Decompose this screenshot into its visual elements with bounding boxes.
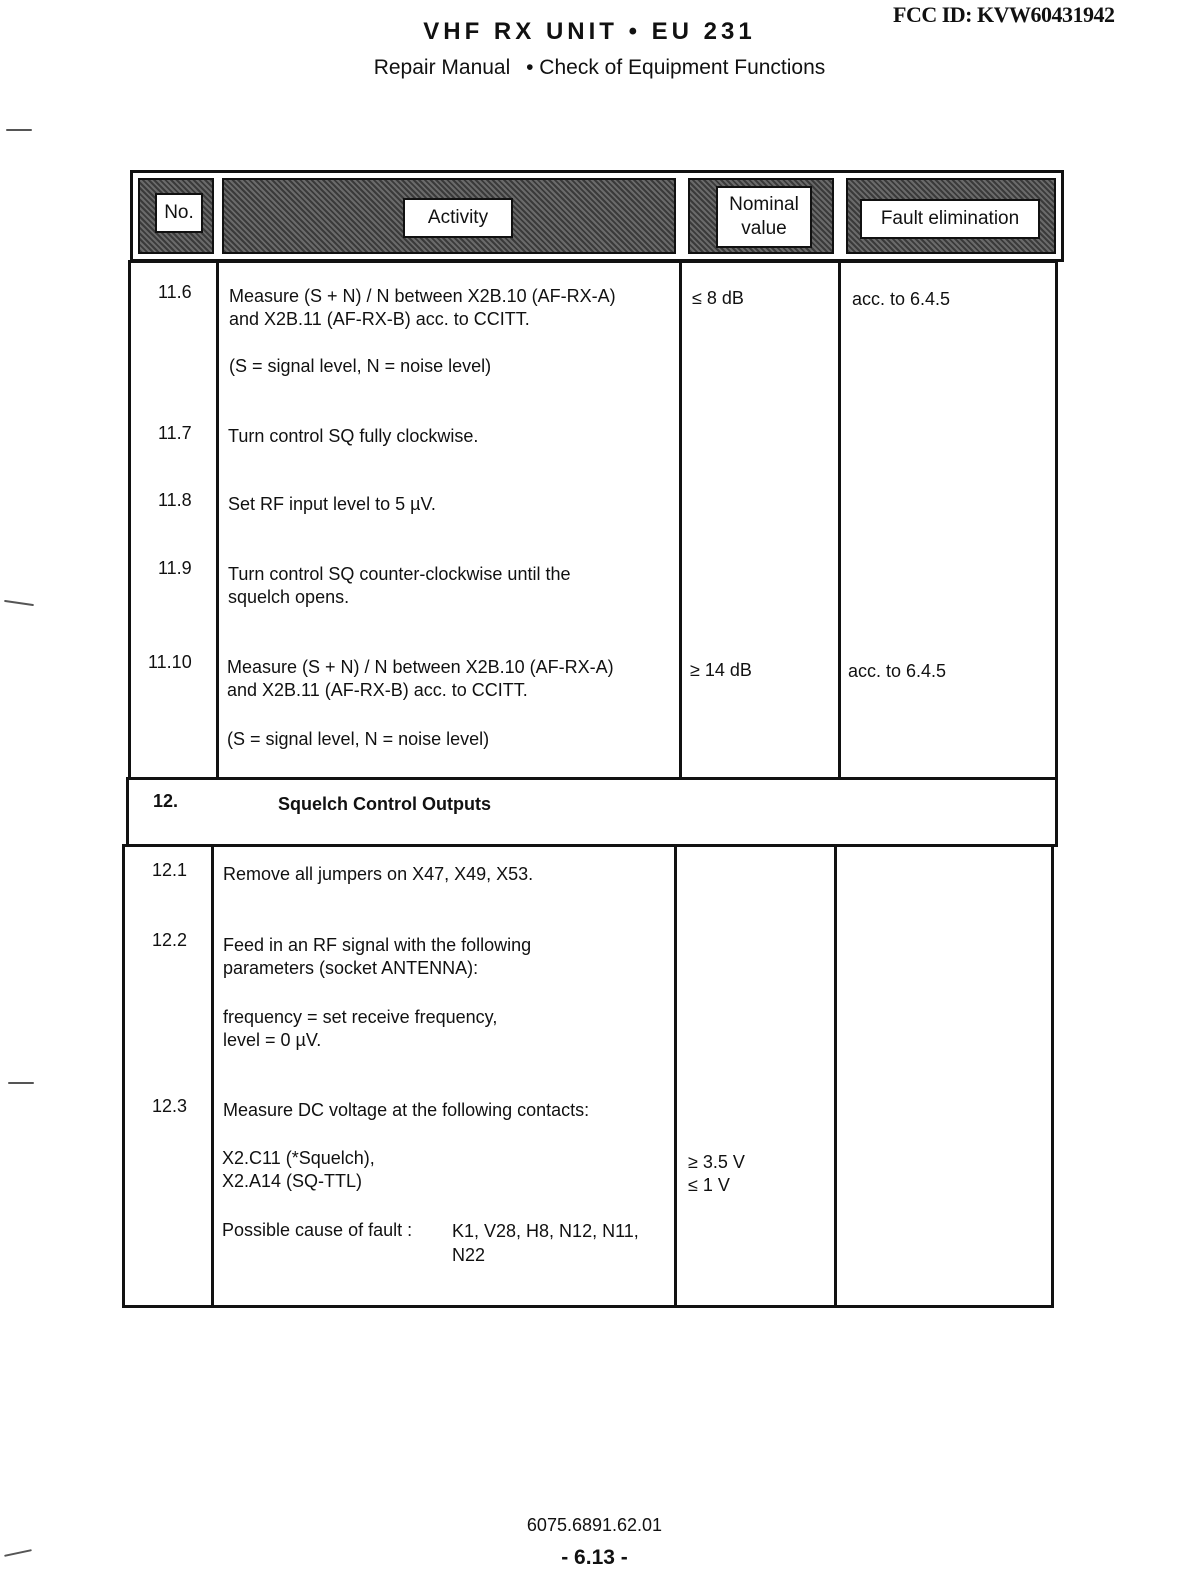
scan-mark — [4, 600, 34, 606]
activity-line: Set RF input level to 5 µV. — [228, 494, 436, 514]
row-no: 11.10 — [148, 652, 192, 672]
row-no: 11.6 — [158, 282, 192, 302]
page-subtitle — [0, 56, 1189, 80]
nominal-value: ≥ 14 dB — [690, 660, 752, 680]
row-no: 11.7 — [158, 423, 192, 443]
page-title: VHF RX UNIT • EU 231 — [423, 18, 756, 45]
contact-line: X2.A14 (SQ-TTL) — [222, 1171, 363, 1191]
activity-line: Turn control SQ fully clockwise. — [228, 426, 479, 446]
header-fault: Fault elimination — [860, 199, 1040, 239]
fault-ref: acc. to 6.4.5 — [848, 661, 947, 681]
fault-cause-list: K1, V28, H8, N12, N11, — [452, 1221, 639, 1241]
activity-line: Measure DC voltage at the following contacts: — [223, 1100, 590, 1120]
activity-line: squelch opens. — [228, 587, 350, 607]
header-no: No. — [155, 193, 203, 233]
activity-line: Measure (S + N) / N between X2B.10 (AF-RX-A) — [229, 286, 616, 306]
activity-note: (S = signal level, N = noise level) — [227, 729, 490, 749]
section-no: 12. — [153, 791, 179, 811]
header-nominal: Nominal value — [716, 186, 812, 248]
activity-note: level = 0 µV. — [223, 1030, 322, 1050]
activity-line: Measure (S + N) / N between X2B.10 (AF-RX-A) — [227, 657, 614, 677]
activity-note: frequency = set receive frequency, — [223, 1007, 498, 1027]
fault-cause-label: Possible cause of fault : — [222, 1220, 413, 1240]
activity-line: parameters (socket ANTENNA): — [223, 958, 479, 978]
subtitle-section: • Check of Equipment Functions — [526, 56, 826, 79]
activity-line: and X2B.11 (AF-RX-B) acc. to CCITT. — [229, 309, 530, 329]
fault-ref: acc. to 6.4.5 — [852, 289, 951, 309]
scan-mark — [8, 1082, 34, 1084]
activity-line: Remove all jumpers on X47, X49, X53. — [223, 864, 534, 884]
activity-note: (S = signal level, N = noise level) — [229, 356, 492, 376]
section-title: Squelch Control Outputs — [278, 794, 491, 814]
activity-line: Turn control SQ counter-clockwise until the — [228, 564, 571, 584]
page-number: - 6.13 - — [561, 1546, 628, 1569]
row-no: 11.8 — [158, 490, 192, 510]
activity-line: and X2B.11 (AF-RX-B) acc. to CCITT. — [227, 680, 528, 700]
table-block-a — [128, 260, 1058, 780]
subtitle-manual: Repair Manual — [373, 56, 511, 79]
fault-cause-list: N22 — [452, 1245, 486, 1265]
fcc-id: FCC ID: KVW60431942 — [893, 2, 1115, 27]
nominal-value: ≥ 3.5 V — [688, 1152, 745, 1172]
contact-line: X2.C11 (*Squelch), — [222, 1148, 375, 1168]
row-no: 11.9 — [158, 558, 192, 578]
header-activity: Activity — [403, 198, 513, 238]
nominal-value: ≤ 8 dB — [692, 288, 744, 308]
document-code: 6075.6891.62.01 — [526, 1515, 663, 1535]
nominal-value: ≤ 1 V — [688, 1175, 730, 1195]
activity-line: Feed in an RF signal with the following — [223, 935, 532, 955]
scan-mark — [6, 129, 32, 131]
row-no: 12.2 — [152, 930, 188, 950]
row-no: 12.1 — [152, 860, 188, 880]
section-row — [126, 777, 1058, 847]
row-no: 12.3 — [152, 1096, 188, 1116]
